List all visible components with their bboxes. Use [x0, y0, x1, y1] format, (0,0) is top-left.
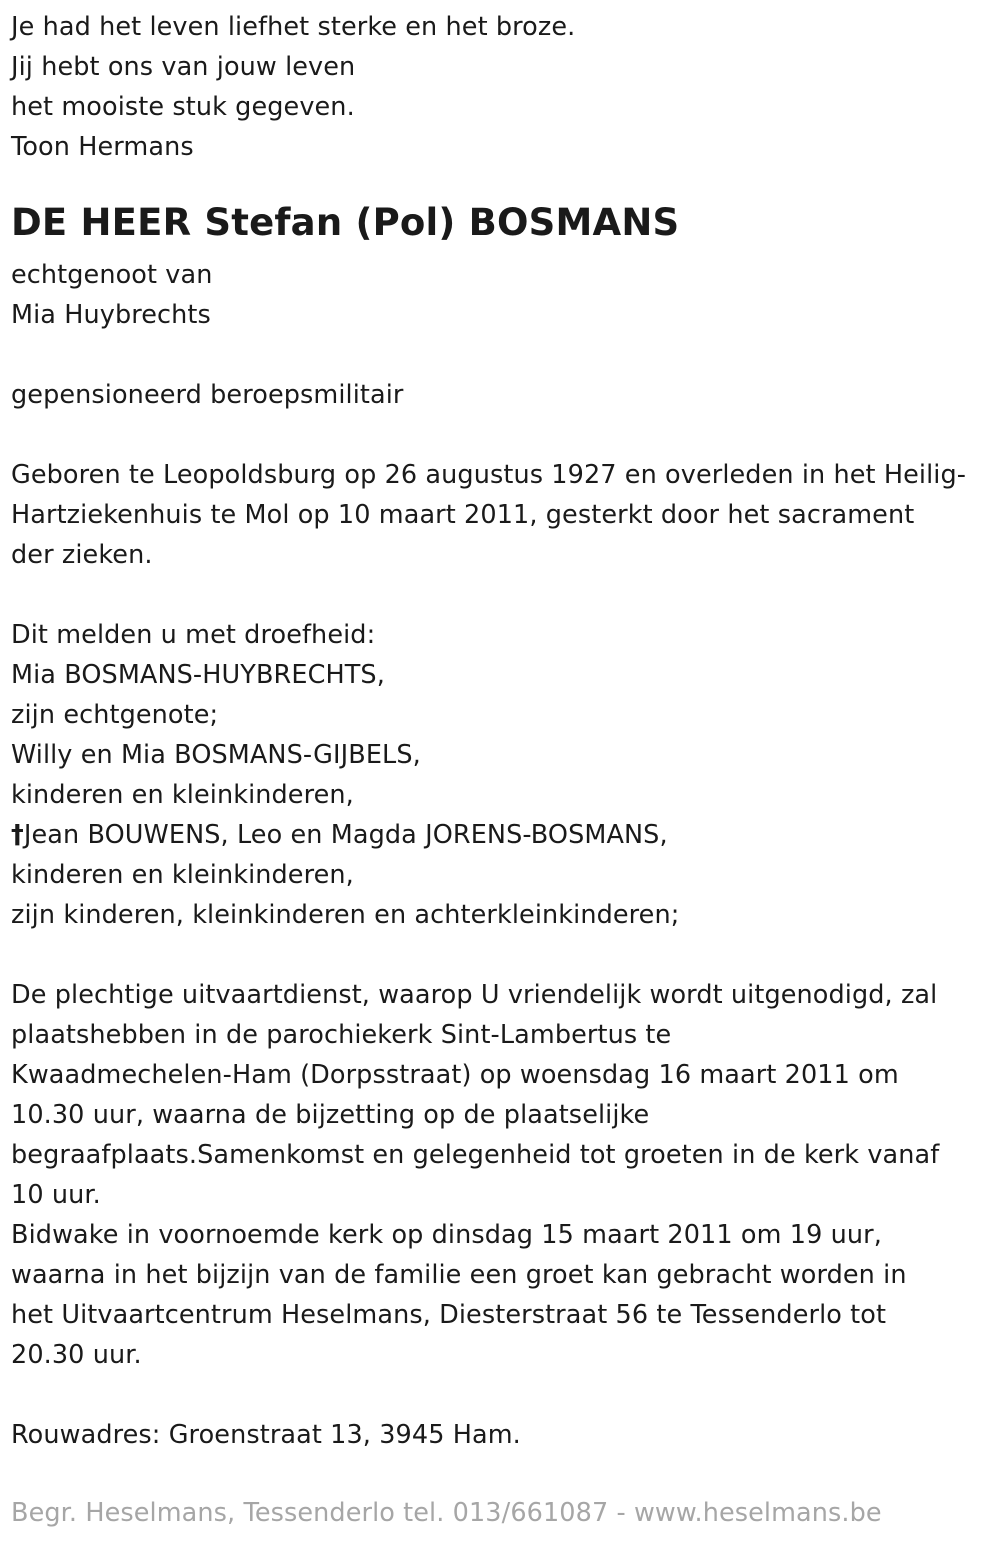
occupation: gepensioneerd beroepsmilitair [11, 380, 404, 410]
mourners-list [11, 615, 991, 935]
poem-line: het mooiste stuk gegeven. [11, 92, 355, 122]
mourner-text: Jean BOUWENS, Leo en Magda JORENS-BOSMANS, [23, 820, 668, 850]
birth-death-line: Geboren te Leopoldsburg op 26 augustus 1927 en overleden in het Heilig- [11, 460, 967, 490]
mourner-line-deceased [11, 815, 991, 855]
spouse-label: echtgenoot van [11, 260, 213, 290]
service-line: plaatshebben in de parochiekerk Sint-Lambertus te [11, 1020, 672, 1050]
mourner-line: kinderen en kleinkinderen, [11, 780, 354, 810]
birth-death-line: Hartziekenhuis te Mol op 10 maart 2011, gesterkt door het sacrament [11, 500, 915, 530]
cross-icon: † [11, 820, 24, 850]
service-line: 10 uur. [11, 1180, 101, 1210]
funeral-home-footer: Begr. Heselmans, Tessenderlo tel. 013/661087 - www.heselmans.be [11, 1498, 882, 1528]
service-line: Bidwake in voornoemde kerk op dinsdag 15 maart 2011 om 19 uur, [11, 1220, 882, 1250]
service-line: waarna in het bijzijn van de familie een groet kan gebracht worden in [11, 1260, 907, 1290]
mourner-line: zijn kinderen, kleinkinderen en achterkleinkinderen; [11, 900, 680, 930]
service-line: begraafplaats.Samenkomst en gelegenheid tot groeten in de kerk vanaf [11, 1140, 940, 1170]
mourners-intro: Dit melden u met droefheid: [11, 620, 376, 650]
birth-death-line: der zieken. [11, 540, 153, 570]
service-line: De plechtige uitvaartdienst, waarop U vriendelijk wordt uitgenodigd, zal [11, 980, 938, 1010]
mourning-address: Rouwadres: Groenstraat 13, 3945 Ham. [11, 1420, 521, 1450]
mourner-line: Willy en Mia BOSMANS-GIJBELS, [11, 740, 421, 770]
deceased-name: DE HEER Stefan (Pol) BOSMANS [11, 201, 680, 244]
mourner-line: kinderen en kleinkinderen, [11, 860, 354, 890]
poem-line: Je had het leven liefhet sterke en het broze. [11, 12, 576, 42]
service-line: 10.30 uur, waarna de bijzetting op de plaatselijke [11, 1100, 650, 1130]
poem-line: Jij hebt ons van jouw leven [11, 52, 356, 82]
obituary-notice [11, 7, 991, 1455]
service-line: 20.30 uur. [11, 1340, 142, 1370]
mourner-line: Mia BOSMANS-HUYBRECHTS, [11, 660, 385, 690]
birth-death-paragraph [11, 455, 991, 575]
service-line: Kwaadmechelen-Ham (Dorpsstraat) op woensdag 16 maart 2011 om [11, 1060, 899, 1090]
spouse-info [11, 255, 991, 335]
mourner-line: zijn echtgenote; [11, 700, 219, 730]
poem-author: Toon Hermans [11, 132, 194, 162]
funeral-service-info [11, 975, 991, 1375]
spouse-name: Mia Huybrechts [11, 300, 211, 330]
poem [11, 7, 991, 167]
service-line: het Uitvaartcentrum Heselmans, Diesterstraat 56 te Tessenderlo tot [11, 1300, 887, 1330]
